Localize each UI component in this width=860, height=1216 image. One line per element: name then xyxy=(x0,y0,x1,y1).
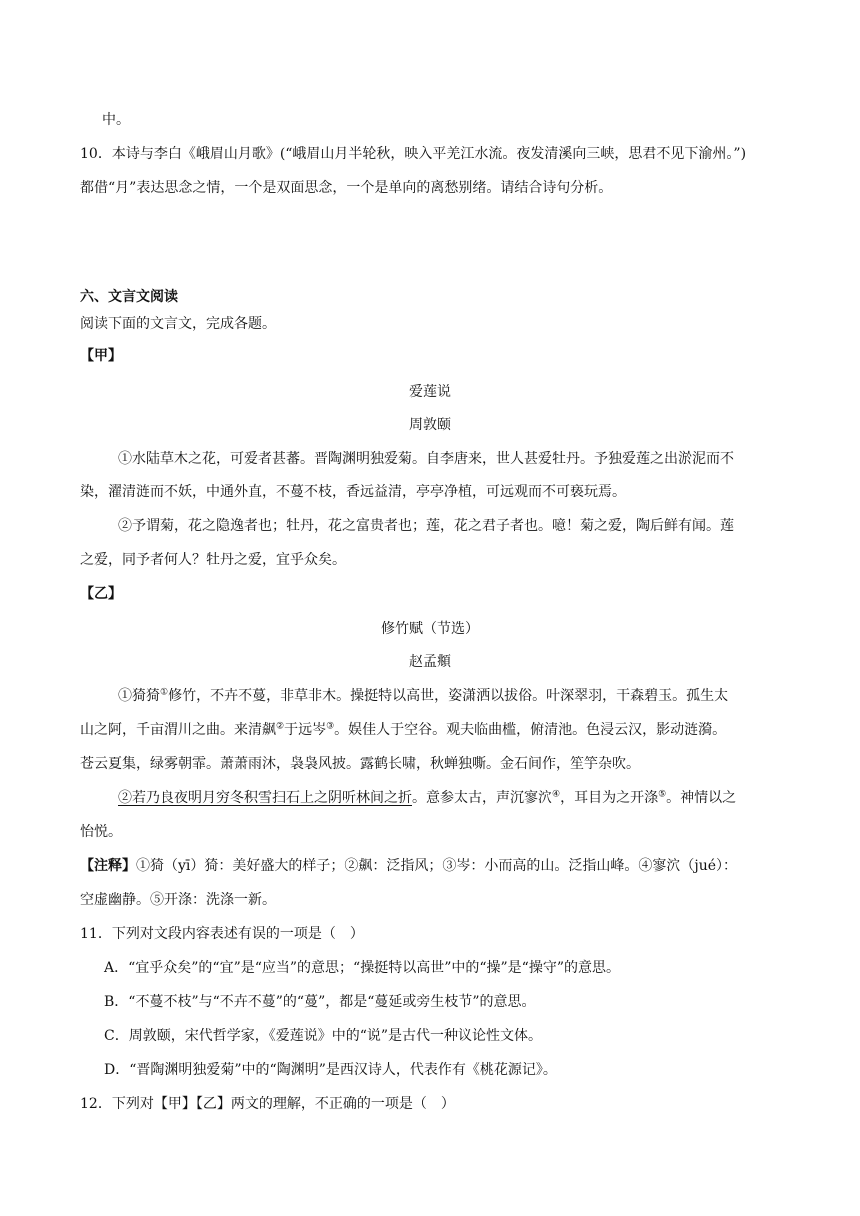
footnote-1: ① xyxy=(160,687,169,698)
section-intro: 阅读下面的文言文，完成各题。 xyxy=(80,316,276,332)
yi-p1-line1-b: 修竹，不卉不蔓，非草非木。操挺特以高世，姿潇洒以拔俗。叶深翠羽，干森碧玉。孤生太 xyxy=(168,688,729,704)
yi-title: 修竹赋（节选） xyxy=(381,621,479,637)
footnote-4: ④ xyxy=(552,789,561,800)
yi-p1-line2 xyxy=(80,720,726,740)
jia-title: 爱莲说 xyxy=(409,384,451,400)
jia-p1-line1: ①水陆草木之花，可爱者甚蕃。晋陶渊明独爱菊。自李唐来，世人甚爱牡丹。予独爱莲之出淤泥而不 xyxy=(118,451,734,467)
q11-stem: 11．下列对文段内容表述有误的一项是（ ） xyxy=(80,926,364,942)
yi-p2-line1-d: 。神情以之 xyxy=(666,790,737,806)
footnote-5: ⑤ xyxy=(658,789,667,800)
jia-p2-line2: 之爱，同予者何人？牡丹之爱，宜乎众矣。 xyxy=(80,552,346,568)
yi-p1-line1-a: ①猗猗 xyxy=(118,688,160,704)
footnote-2: ② xyxy=(276,721,285,732)
q11-option-c: C．周敦颐，宋代哲学家，《爱莲说》中的“说”是古代一种议论性文体。 xyxy=(104,1028,543,1044)
q10-line1: 10．本诗与李白《峨眉山月歌》(“峨眉山月半轮秋，映入平羌江水流。夜发清溪向三峡，思君不见下渝州。”) xyxy=(80,146,747,162)
notes-line2: 空虚幽静。⑤开涤：洗涤一新。 xyxy=(80,892,276,908)
notes-text1: ①猗（yī）猗：美好盛大的样子；②飙：泛指风；③岑：小而高的山。泛指山峰。④寥泬（jué）： xyxy=(136,858,738,874)
underlined-sentence: ②若乃良夜明月穷冬积雪扫石上之阴听林间之折 xyxy=(118,790,412,806)
yi-p1-line2-c: 。娱佳人于空谷。观夫临曲槛，俯清池。色浸云汉，影动涟漪。 xyxy=(334,722,727,738)
q9-tail: 中。 xyxy=(102,112,130,128)
jia-author: 周敦颐 xyxy=(409,417,451,433)
jia-p2-line1: ②予谓菊，花之隐逸者也；牡丹，花之富贵者也；莲，花之君子者也。噫！菊之爱，陶后鲜有闻。莲 xyxy=(118,518,734,534)
q11-option-b: B．“不蔓不枝”与“不卉不蔓”的“蔓”，都是“蔓延或旁生枝节”的意思。 xyxy=(104,994,536,1010)
jia-p1-line2: 染，濯清涟而不妖，中通外直，不蔓不枝，香远益清，亭亭净植，可远观而不可亵玩焉。 xyxy=(80,484,626,500)
yi-p1-line3: 苍云夏集，绿雾朝霏。萧萧雨沐，袅袅风披。露鹤长啸，秋蝉独嘶。金石间作，笙竽杂吹。 xyxy=(80,756,640,772)
yi-p2-line2: 怡悦。 xyxy=(80,824,122,840)
q10-line2: 都借“月”表达思念之情，一个是双面思念，一个是单向的离愁别绪。请结合诗句分析。 xyxy=(80,180,613,196)
yi-p2-line1-c: ，耳目为之开涤 xyxy=(560,790,659,806)
q11-option-a: A．“宜乎众矣”的“宜”是“应当”的意思；“操挺特以高世”中的“操”是“操守”的意思。 xyxy=(104,960,620,976)
yi-p1-line2-a: 山之阿，千亩渭川之曲。来清飙 xyxy=(80,722,276,738)
q12-stem: 12．下列对【甲】【乙】两文的理解，不正确的一项是（ ） xyxy=(80,1096,455,1112)
q11-option-d: D．“晋陶渊明独爱菊”中的“陶渊明”是西汉诗人，代表作有《桃花源记》。 xyxy=(104,1062,557,1078)
notes-label: 【注释】 xyxy=(80,858,136,874)
yi-p1-line2-b: 于远岑 xyxy=(284,722,327,738)
jia-label: 【甲】 xyxy=(80,348,122,364)
yi-label: 【乙】 xyxy=(80,586,122,602)
yi-p2-line1 xyxy=(118,788,736,808)
yi-p1-line1 xyxy=(118,686,728,706)
footnote-3: ③ xyxy=(326,721,335,732)
yi-p2-line1-b: 。意参太古，声沉寥泬 xyxy=(412,790,552,806)
yi-author: 赵孟頫 xyxy=(409,654,451,670)
section-heading: 六、文言文阅读 xyxy=(80,289,178,305)
notes-line1 xyxy=(80,856,737,876)
